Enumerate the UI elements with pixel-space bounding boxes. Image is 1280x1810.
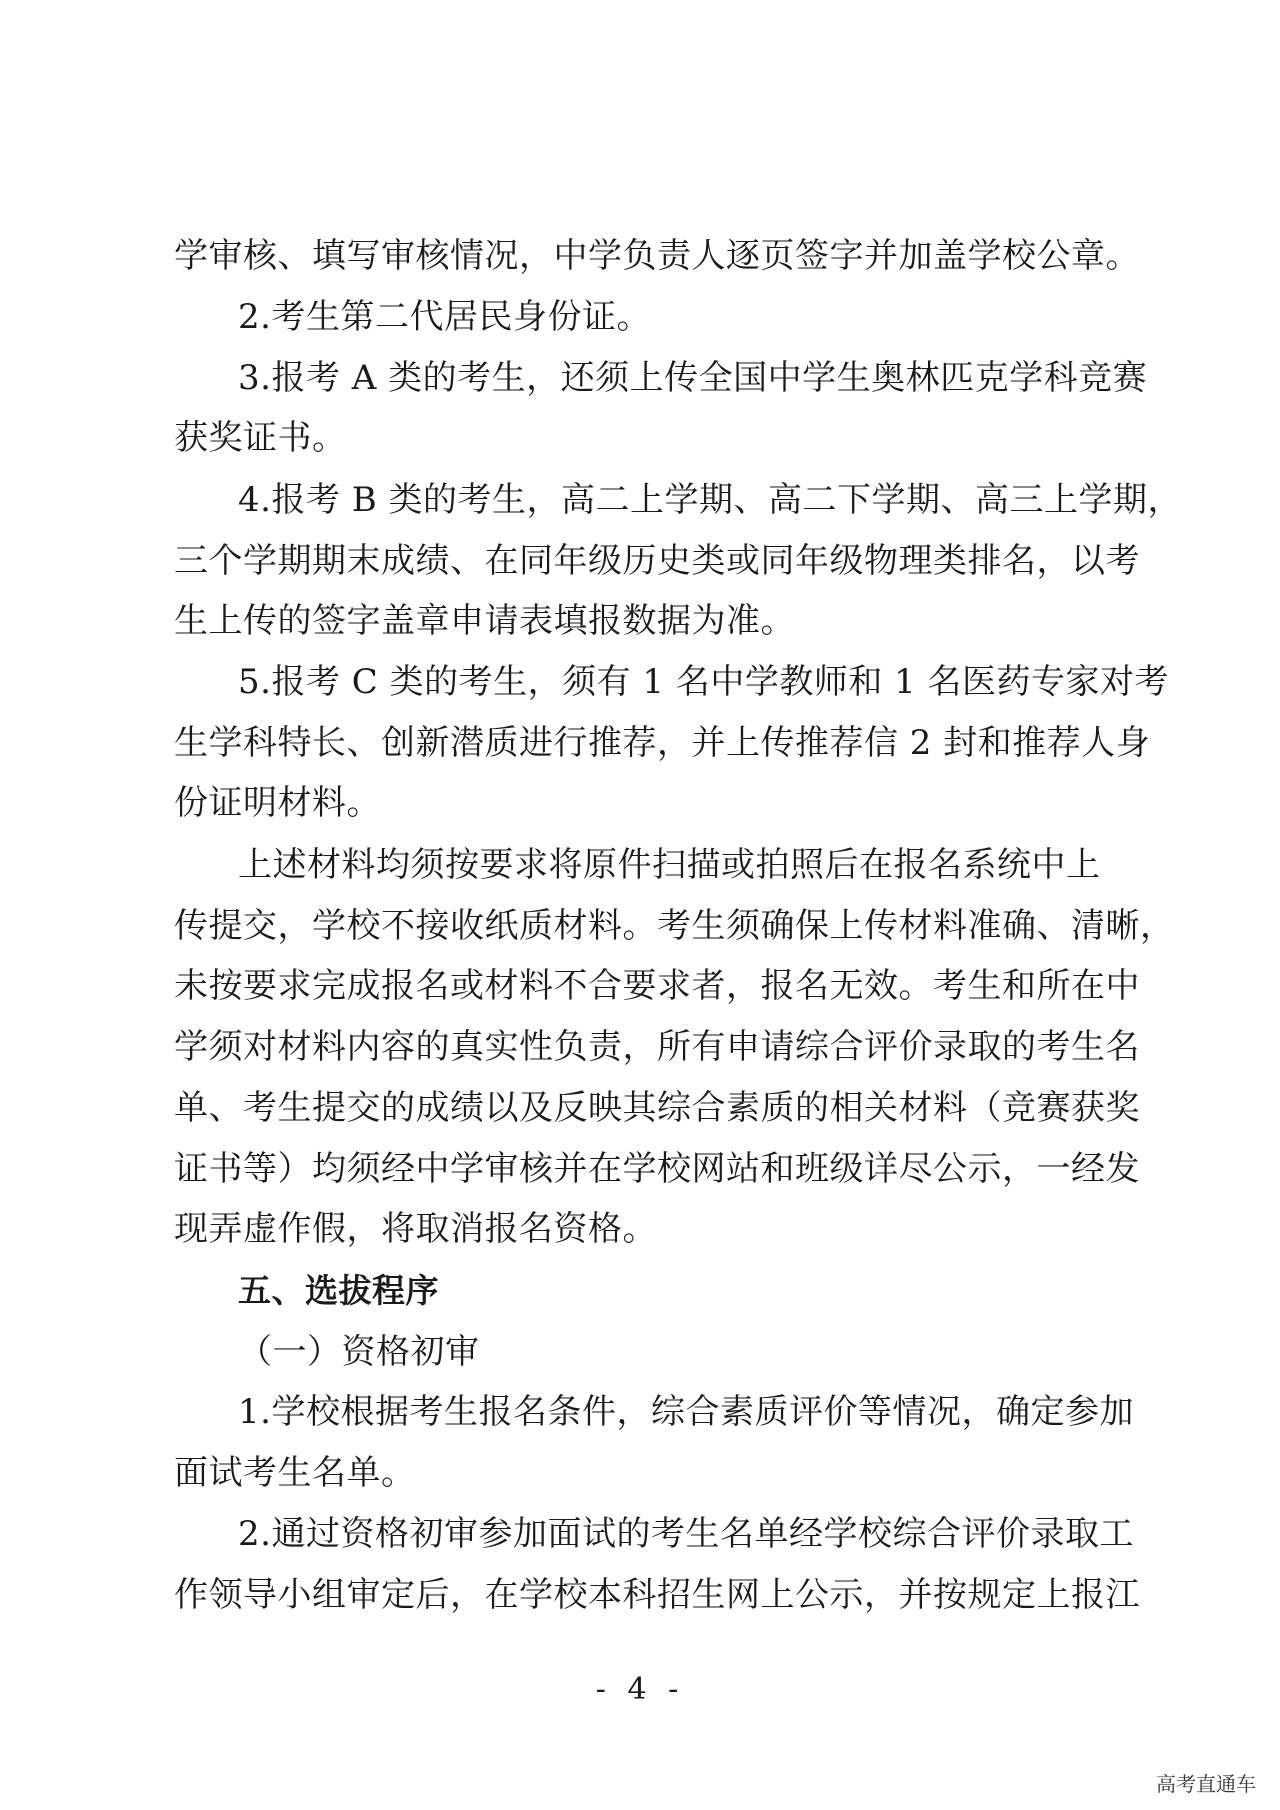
paragraph-line: 未按要求完成报名或材料不合要求者，报名无效。考生和所在中 [174,966,1140,1006]
paragraph-line: 2.通过资格初审参加面试的考生名单经学校综合评价录取工 [238,1514,1134,1554]
paragraph-line: 现弄虚作假，将取消报名资格。 [174,1209,657,1249]
paragraph-line: 学须对材料内容的真实性负责，所有申请综合评价录取的考生名 [174,1027,1140,1067]
subsection-heading: （一）资格初审 [238,1332,480,1372]
paragraph-line: 证书等）均须经中学审核并在学校网站和班级详尽公示，一经发 [174,1149,1140,1189]
paragraph-line: 获奖证书。 [174,418,347,458]
paragraph-line: 面试考生名单。 [174,1453,416,1493]
watermark: 高考直通车 [1156,1772,1256,1796]
paragraph-line: 单、考生提交的成绩以及反映其综合素质的相关材料（竞赛获奖 [174,1088,1140,1128]
paragraph-line: 上述材料均须按要求将原件扫描或拍照后在报名系统中上 [238,845,1101,885]
paragraph-line: 2.考生第二代居民身份证。 [238,297,651,337]
paragraph-line: 三个学期期末成绩、在同年级历史类或同年级物理类排名，以考 [174,541,1140,581]
paragraph-line: 5.报考 C 类的考生，须有 1 名中学教师和 1 名医药专家对考 [238,662,1170,702]
paragraph-line: 生学科特长、创新潜质进行推荐，并上传推荐信 2 封和推荐人身 [174,723,1151,763]
paragraph-line: 学审核、填写审核情况，中学负责人逐页签字并加盖学校公章。 [174,236,1140,276]
paragraph-line: 作领导小组审定后，在学校本科招生网上公示，并按规定上报江 [174,1575,1140,1615]
section-heading: 五、选拔程序 [238,1271,439,1310]
paragraph-line: 传提交，学校不接收纸质材料。考生须确保上传材料准确、清晰， [174,906,1175,946]
paragraph-line: 4.报考 B 类的考生，高二上学期、高二下学期、高三上学期， [238,480,1183,520]
paragraph-line: 份证明材料。 [174,783,381,823]
paragraph-line: 1.学校根据考生报名条件，综合素质评价等情况，确定参加 [238,1392,1134,1432]
paragraph-line: 3.报考 A 类的考生，还须上传全国中学生奥林匹克学科竞赛 [238,358,1148,398]
paragraph-line: 生上传的签字盖章申请表填报数据为准。 [174,601,795,641]
page-number: - 4 - [595,1672,685,1707]
